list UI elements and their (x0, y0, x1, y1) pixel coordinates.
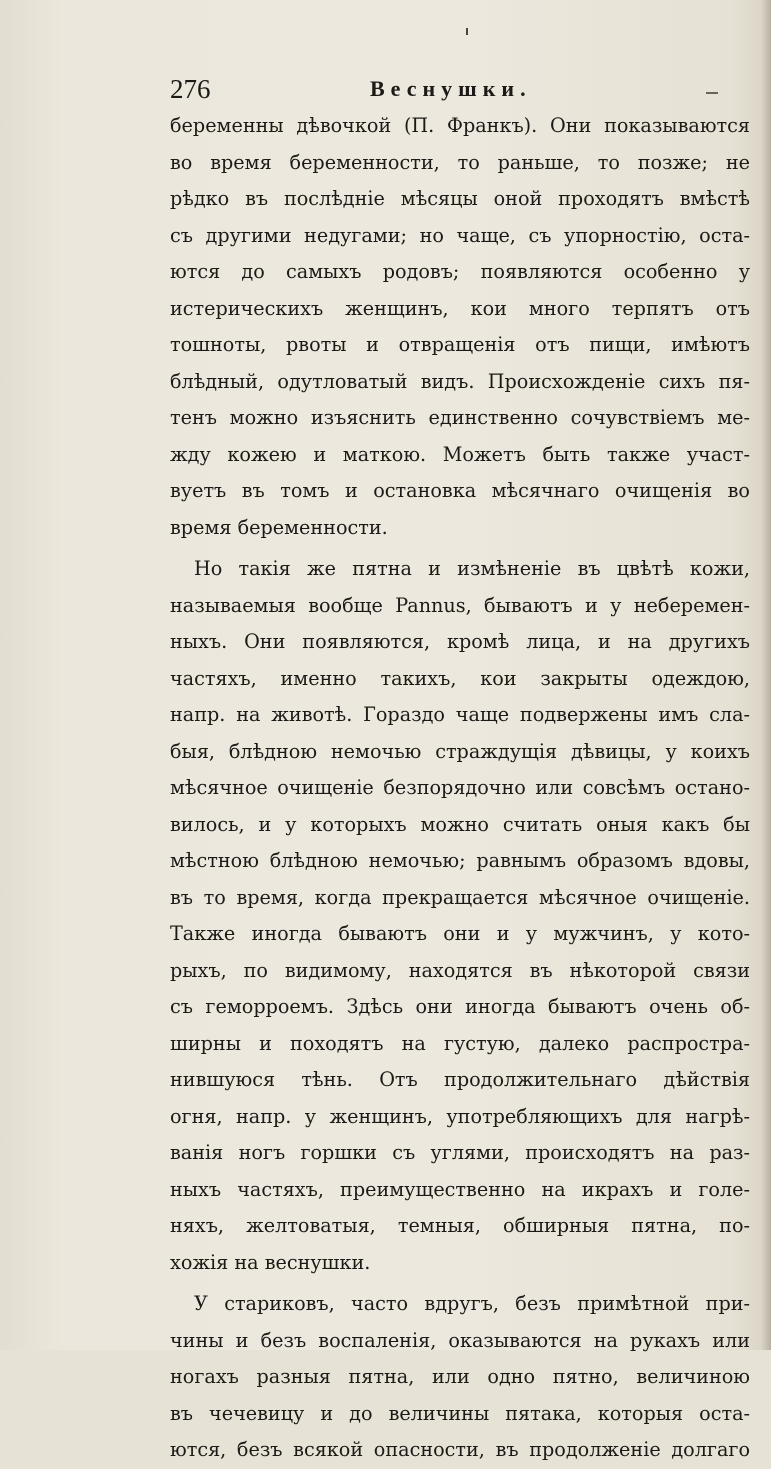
running-title: Веснушки. (370, 76, 532, 101)
text-line: рѣдко въ послѣдніе мѣсяцы оной проходятъ вмѣстѣ (170, 187, 750, 210)
text-line: въ чечевицу и до величины пятака, которыя оста- (170, 1401, 750, 1425)
paragraph-first-line: У стариковъ, часто вдругъ, безъ примѣтной при- (194, 1292, 750, 1315)
top-print-mark (466, 28, 468, 35)
text-line: истерическихъ женщинъ, кои много терпятъ отъ (170, 296, 750, 320)
text-line: во время беременности, то раньше, то позже; не (170, 150, 750, 174)
text-line: нившуюся тѣнь. Отъ продолжительнаго дѣйствія (170, 1068, 750, 1091)
header-print-mark (706, 92, 718, 94)
text-line: называемыя вообще Pannus, бываютъ и у неберемен- (170, 593, 750, 617)
text-line: блѣдный, одутловатый видъ. Происхожденіе сихъ пя- (170, 369, 750, 393)
text-line: няхъ, желтоватыя, темныя, обширныя пятна, по- (170, 1214, 750, 1237)
text-line: ныхъ. Они появляются, кромѣ лица, и на другихъ (170, 630, 750, 653)
text-line: быя, блѣдною немочью страждущія дѣвицы, у коихъ (170, 739, 750, 763)
text-line: ванія ногъ горшки съ углями, происходятъ на раз- (170, 1141, 750, 1164)
text-line: мѣсячное очищеніе безпорядочно или совсѣмъ остано- (170, 776, 750, 799)
text-line: ногахъ разныя пятна, или одно пятно, величиною (170, 1365, 750, 1388)
text-line: хожія на веснушки. (170, 1250, 371, 1274)
text-line: ширны и походятъ на густую, далеко распростра- (170, 1031, 750, 1055)
text-line: чины и безъ воспаленія, оказываются на рукахъ или (170, 1328, 750, 1352)
text-line: рыхъ, по видимому, находятся въ нѣкоторой связи (170, 958, 750, 982)
page-edge-shadow (761, 0, 771, 1350)
text-line: Также иногда бываютъ они и у мужчинъ, у кото- (170, 922, 750, 945)
body-text (170, 108, 750, 1469)
text-line: беременны дѣвочкой (П. Франкъ). Они показываются (170, 114, 750, 137)
text-line: съ геморроемъ. Здѣсь они иногда бываютъ очень об- (170, 995, 750, 1018)
text-line: огня, напр. у женщинъ, употребляющихъ для нагрѣ- (170, 1104, 750, 1128)
text-line: тошноты, рвоты и отвращенія отъ пищи, имѣютъ (170, 333, 750, 356)
text-line: ются до самыхъ родовъ; появляются особенно у (170, 260, 750, 283)
text-line: ныхъ частяхъ, преимущественно на икрахъ и голе- (170, 1177, 750, 1201)
paragraph-first-line: Но такія же пятна и измѣненіе въ цвѣтѣ кожи, (194, 557, 750, 580)
text-line: жду кожею и маткою. Можетъ быть также участ- (170, 442, 750, 466)
text-line: тенъ можно изъяснить единственно сочувствіемъ ме- (170, 406, 750, 429)
page-header (170, 72, 750, 112)
text-line: съ другими недугами; но чаще, съ упорностію, оста- (170, 223, 750, 247)
text-line: время беременности. (170, 515, 388, 539)
text-line: ются, безъ всякой опасности, въ продолженіе долгаго (170, 1438, 750, 1461)
text-line: вуетъ въ томъ и остановка мѣсячнаго очищенія во (170, 479, 750, 502)
text-line: въ то время, когда прекращается мѣсячное очищеніе. (170, 885, 750, 909)
page-number: 276 (170, 74, 211, 104)
text-line: напр. на животѣ. Гораздо чаще подвержены имъ сла- (170, 703, 750, 726)
text-line: частяхъ, именно такихъ, кои закрыты одеждою, (170, 666, 750, 690)
text-line: мѣстною блѣдною немочью; равнымъ образомъ вдовы, (170, 849, 750, 872)
text-line: вилось, и у которыхъ можно считать оныя какъ бы (170, 812, 750, 836)
